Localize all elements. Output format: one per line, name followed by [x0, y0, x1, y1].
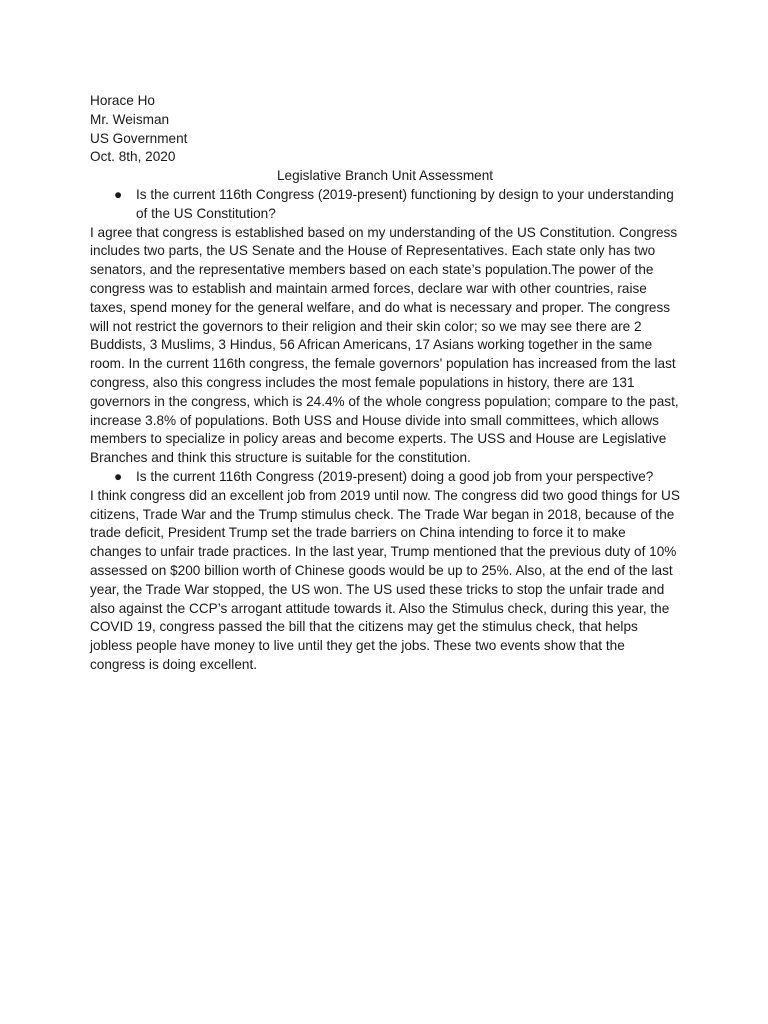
document-date: Oct. 8th, 2020 [90, 149, 176, 165]
bullet-icon: ● [114, 468, 123, 484]
question-1-text: Is the current 116th Congress (2019-present) functioning by design to your understanding of the US Constitution? [136, 186, 674, 221]
document-title: Legislative Branch Unit Assessment [276, 168, 494, 184]
answer-2-paragraph: I think congress did an excellent job from 2019 until now. The congress did two good things for US citizens, Trade War and the Trump stimulus check. The Trade War began in 2018, because of the trade deficit, President Trump set the trade barriers on China intending to force it to make changes to unfair trade practices. In the last year, Trump mentioned that the previous duty of 10% assessed on $200 billion worth of Chinese goods would be up to 25%. Also, at the end of the last year, the Trade War stopped, the US won. The US used these tricks to stop the unfair trade and also against the CCP’s arrogant attitude towards it. Also the Stimulus check, during this year, the COVID 19, congress passed the bill that the citizens may get the stimulus check, that helps jobless people have money to live until they get the jobs. These two events show that the congress is doing excellent. [90, 487, 680, 672]
bullet-icon: ● [114, 186, 123, 202]
document-page [90, 92, 680, 675]
question-2-text: Is the current 116th Congress (2019-present) doing a good job from your perspective? [136, 468, 654, 484]
course-name: US Government [90, 130, 188, 146]
question-2 [90, 468, 680, 487]
answer-1-paragraph: I agree that congress is established based on my understanding of the US Constitution. Congress includes two parts, the US Senate and the House of Representatives. Each state only has two senators, and the representative members based on each state’s population.The power of the congress was to establish and maintain armed forces, declare war with other countries, raise taxes, spend money for the general welfare, and do what is necessary and proper. The congress will not restrict the governors to their religion and their skin color; so we may see there are 2 Buddists, 3 Muslims, 3 Hindus, 56 African Americans, 17 Asians working together in the same room. In the current 116th congress, the female governors' population has increased from the last congress, also this congress includes the most female populations in history, there are 131 governors in the congress, which is 24.4% of the whole congress population; compare to the past, increase 3.8% of populations. Both USS and House divide into small committees, which allows members to specialize in policy areas and become experts. The USS and House are Legislative Branches and think this structure is suitable for the constitution. [90, 224, 679, 466]
question-1 [90, 186, 680, 224]
teacher-name: Mr. Weisman [90, 111, 170, 127]
author-name: Horace Ho [90, 93, 155, 108]
